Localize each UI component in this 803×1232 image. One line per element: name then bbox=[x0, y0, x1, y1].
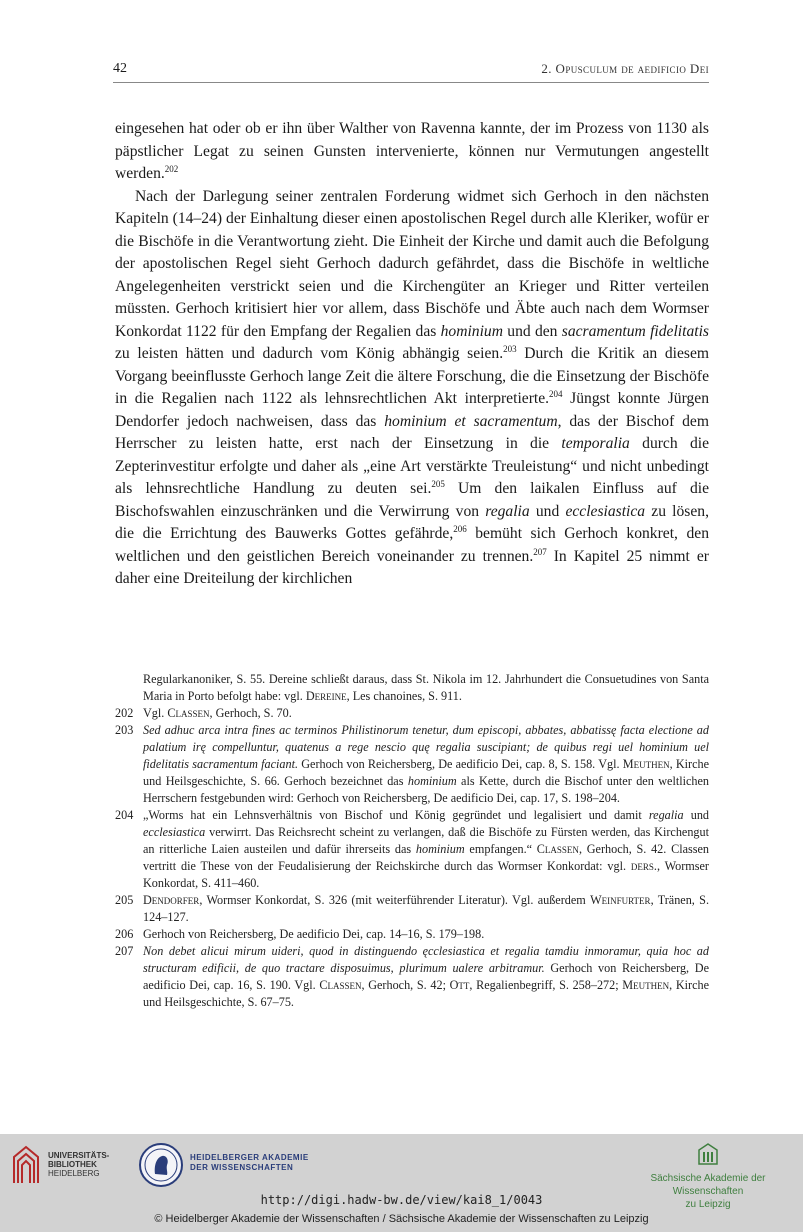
text: , Les chanoines, S. 911. bbox=[346, 689, 462, 703]
text: Regularkanoniker, S. 55. Dereine schließt daraus, dass St. Nikola im 12. Jahrhundert die Consuetudines von Santa Maria in Porto befolgt habe: vgl. bbox=[143, 672, 709, 703]
text: durch die Zepterinvestitur erfolgte und daher als „eine Art verstärkte Treuleistung“ und nicht unbedingt als lehnsrechtliche Handlung zu deuten sei. bbox=[115, 435, 709, 497]
italic-term: hominium bbox=[415, 842, 465, 856]
italic-term: hominium et sacramentum bbox=[384, 412, 558, 430]
footnote-203 bbox=[115, 722, 709, 807]
author-name: Weinfurter bbox=[590, 893, 651, 907]
running-head: 2. Opusculum de aedificio Dei bbox=[541, 61, 709, 76]
footnote-body bbox=[143, 926, 709, 943]
copyright-notice: © Heidelberger Akademie der Wissenschaften / Sächsische Akademie der Wissenschaften zu Leipzig bbox=[154, 1213, 649, 1225]
author-name: Meuthen bbox=[622, 978, 670, 992]
footnote-body bbox=[143, 892, 709, 926]
text: , Gerhoch, S. 42; bbox=[361, 978, 450, 992]
header-rule bbox=[113, 82, 709, 83]
latin-quote: Non debet alicui mirum uideri, quod in distinguendo ęcclesiastica et regalia tamdiu inmoramur, quia hoc ad structuram edificii, de quo tractare disposuimus, plurimum ualere arbitramur. bbox=[143, 944, 709, 975]
author-name: Classen bbox=[536, 842, 579, 856]
body-text bbox=[115, 118, 709, 591]
text: Gerhoch von Reichersberg, De aedificio Dei, cap. 8, S. 158. Vgl. bbox=[298, 757, 623, 771]
text: , Gerhoch, S. 42. Classen vertritt die These von der Feudalisierung der Reichskirche durch das Wormser Konkordat: vgl. bbox=[143, 842, 709, 873]
permalink[interactable]: http://digi.hadw-bw.de/view/kai8_1/0043 bbox=[260, 1193, 543, 1207]
italic-term: regalia bbox=[648, 808, 684, 822]
footnote-body bbox=[143, 705, 709, 722]
text: , Regalienbegriff, S. 258–272; bbox=[469, 978, 623, 992]
author-name: Meuthen bbox=[622, 757, 670, 771]
academy-name bbox=[190, 1153, 309, 1173]
text: , Wormser Konkordat, S. 411–460. bbox=[143, 859, 709, 890]
footnote-number: 202 bbox=[115, 706, 134, 720]
italic-term: hominium bbox=[440, 322, 503, 340]
footnote-204 bbox=[115, 807, 709, 892]
italic-term: regalia bbox=[485, 502, 530, 520]
footnote-205 bbox=[115, 892, 709, 926]
text: und bbox=[683, 808, 710, 822]
footnote-number: 205 bbox=[115, 893, 134, 907]
text: verwirrt. Das Reichsrecht scheint zu verlangen, daß die Bischöfe zu Fürsten werden, das Kirchengut an ritterliche Laien austeilen und dafür ihrerseits das bbox=[143, 825, 709, 856]
logo-text-line: Sächsische Akademie der Wissenschaften bbox=[650, 1173, 766, 1197]
author-name: Classen bbox=[167, 706, 210, 720]
footnote-ref[interactable]: 207 bbox=[533, 546, 547, 557]
italic-term: hominium bbox=[407, 774, 457, 788]
text: , Tränen, S. 124–127. bbox=[143, 893, 709, 924]
footnote-ref[interactable]: 202 bbox=[164, 164, 179, 174]
university-library-name bbox=[48, 1151, 109, 1178]
footnote-ref[interactable]: 206 bbox=[453, 524, 467, 534]
footnote-206 bbox=[115, 926, 709, 943]
text: , Kirche und Heilsgeschichte, S. 66. Gerhoch bezeichnet das bbox=[143, 757, 709, 788]
author-name: Dendorfer bbox=[143, 893, 200, 907]
author-name: Ott bbox=[449, 978, 470, 992]
text: , Wormser Konkordat, S. 326 (mit weiterführender Literatur). Vgl. außerdem bbox=[199, 893, 591, 907]
text: Durch die Kritik an diesem Vorgang beeinflusste Gerhoch lange Zeit die ältere Forschung, die die Einsetzung der Bischöfe in die Regalien nach 1122 als lehnsrechtlichen Akt interpretierte. bbox=[115, 345, 709, 407]
text: Um den laikalen Einfluss auf die Bischofswahlen einzuschränken und die Verwirrung von bbox=[115, 480, 709, 520]
text: „Worms hat ein Lehnsverhältnis von Bischof und König gegründet und legalisiert und damit bbox=[143, 808, 649, 822]
saxon-academy-logo-icon[interactable] bbox=[697, 1142, 719, 1166]
paragraph bbox=[115, 186, 709, 591]
latin-quote: Sed adhuc arca intra fines ac terminos Philistinorum tenetur, dum episcopi, abbates, abbatissę facta electione ad palatium irę compelluntur, quatenus a rege nescio quę regalia suscipiant; de quibus regi uel hominium uel fidelitatis sacramentum faciant. bbox=[143, 723, 709, 771]
text: Gerhoch von Reichersberg, De aedificio Dei, cap. 14–16, S. 179–198. bbox=[143, 927, 485, 941]
text: , Gerhoch, S. 70. bbox=[209, 706, 292, 720]
author-name: Dereine bbox=[305, 689, 347, 703]
paragraph bbox=[115, 118, 709, 186]
text: als Kette, durch die Bischof unter den weltlichen Herrschern festgebunden wird: Gerhoch von Reichersberg, De aedificio Dei, cap. 17, S. 198–204. bbox=[143, 774, 709, 805]
footnote-number: 203 bbox=[115, 723, 134, 737]
footnote-ref[interactable]: 203 bbox=[503, 344, 517, 354]
text: und bbox=[529, 502, 566, 520]
logo-text-line: UNIVERSITÄTS- bbox=[48, 1151, 110, 1160]
university-library-logo-icon[interactable] bbox=[10, 1143, 44, 1185]
logo-text-line: DER WISSENSCHAFTEN bbox=[190, 1163, 294, 1172]
italic-term: temporalia bbox=[561, 435, 630, 452]
academy-seal-icon[interactable] bbox=[138, 1142, 184, 1188]
italic-term: ecclesiastica bbox=[143, 825, 206, 839]
footnote-202 bbox=[115, 705, 709, 722]
text: zu leisten hätten und dadurch vom König abhängig seien. bbox=[115, 345, 504, 362]
footnote-body bbox=[143, 722, 709, 807]
author-name: ders. bbox=[630, 859, 657, 873]
page-number: 42 bbox=[113, 61, 127, 76]
logo-text-line: zu Leipzig bbox=[685, 1199, 731, 1210]
text: , Kirche und Heilsgeschichte, S. 67–75. bbox=[143, 978, 709, 1009]
logo-text-line: HEIDELBERG bbox=[48, 1169, 100, 1178]
footnote-body bbox=[143, 807, 709, 892]
text: und den bbox=[502, 322, 562, 340]
text: Nach der Darlegung seiner zentralen Forderung widmet sich Gerhoch in den nächsten Kapiteln (14–24) der Einhaltung dieser einen apostolischen Regel durch alle Kleriker, wofür er die Bischöfe in die Verantwortung zieht. Die Einheit der Kirche und damit auch die Befolgung der apostolischen Regel sieht Gerhoch dadurch gefährdet, dass die Bischöfe in weltliche Angelegenheiten verstrickt seien und die Kirchengüter an Krieger und Ritter verteilen müssten. Gerhoch kritisiert hier vor allem, dass Bischöfe und Äbte auch nach dem Wormser Konkordat 1122 für den Empfang der Regalien das bbox=[115, 187, 709, 340]
text: bemüht sich Gerhoch konkret, den weltlichen und den geistlichen Bereich voneinander zu trennen. bbox=[115, 525, 709, 565]
text: zu lösen, die die Errichtung des Bauwerks Gottes gefährde, bbox=[115, 502, 709, 542]
footnote-number: 204 bbox=[115, 808, 134, 822]
footnote-body bbox=[143, 943, 709, 1011]
text: Vgl. bbox=[143, 706, 168, 720]
author-name: Classen bbox=[319, 978, 362, 992]
footnote-number: 206 bbox=[115, 927, 134, 941]
text: eingesehen hat oder ob er ihn über Walther von Ravenna kannte, der im Prozess von 1130 als päpstlicher Legat zu seinen Gunsten intervenierte, können nur Vermutungen angestellt werden. bbox=[115, 120, 709, 182]
text: Gerhoch von Reichersberg, De aedificio Dei, cap. 16, S. 190. Vgl. bbox=[143, 961, 709, 992]
logo-text-line: BIBLIOTHEK bbox=[48, 1160, 97, 1169]
footnote-ref[interactable]: 205 bbox=[431, 479, 445, 489]
footnote-ref[interactable]: 204 bbox=[549, 389, 563, 399]
text: , das der Bischof dem Herrscher zu leisten hatte, erst nach der Einsetzung in die bbox=[115, 412, 709, 452]
footnote-continuation bbox=[115, 671, 709, 705]
logo-text-line: HEIDELBERGER AKADEMIE bbox=[190, 1153, 309, 1162]
text: empfangen.“ bbox=[464, 842, 537, 856]
footnote-207 bbox=[115, 943, 709, 1011]
footnotes bbox=[115, 671, 709, 1011]
text: Jüngst konnte Jürgen Dendorfer jedoch nachweisen, dass das bbox=[115, 390, 709, 430]
footnote-number: 207 bbox=[115, 944, 134, 958]
italic-term: ecclesiastica bbox=[565, 502, 646, 520]
italic-term: sacramentum fidelitatis bbox=[561, 322, 709, 340]
text: In Kapitel 25 nimmt er daher eine Dreiteilung der kirchlichen bbox=[115, 547, 709, 587]
